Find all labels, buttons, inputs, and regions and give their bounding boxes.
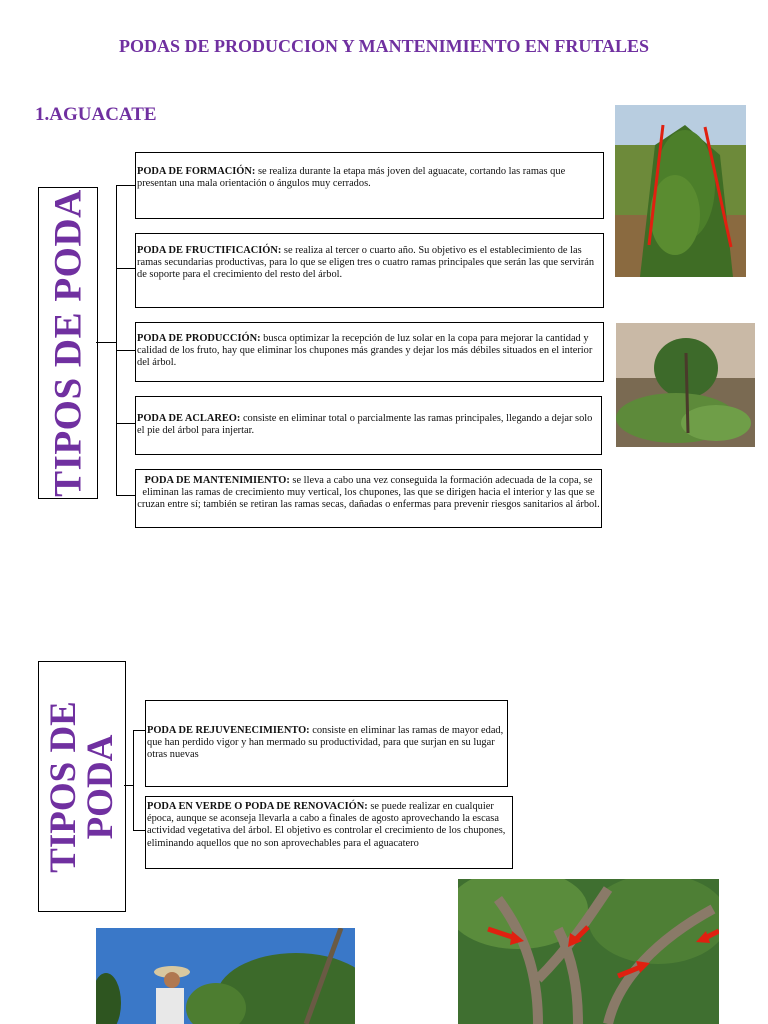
box-text: se lleva a cabo una vez conseguida la formación adecuada de la copa, se eliminan las ramas de crecimiento muy vertical, los chupones, las que se dirigen hacia el interior y las que se cruzan entre sí; también se retiran las ramas secas, dañadas o enfermas para prevenir riesgos sanitarios al árbol. [137, 475, 600, 511]
box-text: se realiza al tercer o cuarto año. Su objetivo es el establecimiento de las ramas secundarias productivas, para lo que se eligen tres o cuatro ramas principales que serán las que servirán de soporte para el crecimiento del resto del árbol. [137, 245, 595, 281]
poda-rejuvenecimiento-box [145, 700, 508, 787]
box-text: consiste en eliminar las ramas de mayor edad, que han perdido vigor y han mermado su productividad, para que surjan en su lugar otras nuevas [147, 725, 504, 761]
poda-aclareo-box [135, 396, 602, 455]
box-heading: PODA DE REJUVENECIMIENTO: [147, 725, 310, 736]
connector-line [133, 730, 145, 731]
box-heading: PODA DE ACLAREO: [137, 413, 241, 424]
poda-mantenimiento-box [135, 469, 602, 528]
box-text: busca optimizar la recepción de luz solar en la copa para mejorar la cantidad y calidad de los fruto, hay que eliminar los chupones más grandes y dejar los más débiles situados en el interior del árbol. [137, 333, 593, 369]
photo-worker-pruning [96, 928, 355, 1024]
vertical-label-line: PODA [80, 734, 121, 839]
section-heading: 1.AGUACATE [35, 104, 157, 125]
vertical-label-tipos-de-poda-2 [38, 661, 126, 912]
photo-young-avocado-tree [615, 105, 746, 277]
connector-line [116, 350, 136, 351]
poda-produccion-box [135, 322, 604, 382]
connector-line [116, 185, 117, 495]
poda-fructificacion-box [135, 233, 604, 308]
photo-branches-arrows [458, 879, 719, 1024]
poda-formacion-box [135, 152, 604, 219]
connector-line [96, 342, 116, 343]
connector-line [116, 185, 136, 186]
photo-pruned-avocado [616, 323, 755, 447]
box-text: se realiza durante la etapa más joven del aguacate, cortando las ramas que presentan una mala orientación o ángulos muy cerrados. [137, 166, 566, 190]
box-text: consiste en eliminar total o parcialmente las ramas principales, llegando a dejar solo el pie del árbol para injertar. [137, 413, 593, 437]
box-heading: PODA DE FRUCTIFICACIÓN: [137, 245, 282, 256]
box-heading: PODA DE PRODUCCIÓN: [137, 333, 261, 344]
box-heading: PODA DE FORMACIÓN: [137, 166, 256, 177]
connector-line [133, 830, 145, 831]
vertical-label-text [45, 701, 119, 873]
connector-line [116, 423, 136, 424]
box-text: se puede realizar en cualquier época, aunque se aconseja llevarla a cabo a finales de agosto aprovechando la escasa actividad vegetativa del árbol. El objetivo es controlar el crecimiento de los chupones, eliminando aquellos que no son aprovechables para el aguacatero [147, 801, 506, 849]
poda-verde-box [145, 796, 513, 869]
vertical-label-tipos-de-poda [38, 187, 98, 499]
vertical-label-text: TIPOS DE PODA [46, 189, 90, 497]
box-heading: PODA DE MANTENIMIENTO: [144, 475, 290, 486]
connector-line [133, 730, 134, 831]
connector-line [116, 495, 136, 496]
box-heading: PODA EN VERDE O PODA DE RENOVACIÓN: [147, 801, 368, 812]
vertical-label-line: TIPOS DE [43, 700, 84, 873]
connector-line [116, 268, 136, 269]
document-title: PODAS DE PRODUCCION Y MANTENIMIENTO EN FRUTALES [118, 36, 650, 56]
connector-line [124, 785, 133, 786]
